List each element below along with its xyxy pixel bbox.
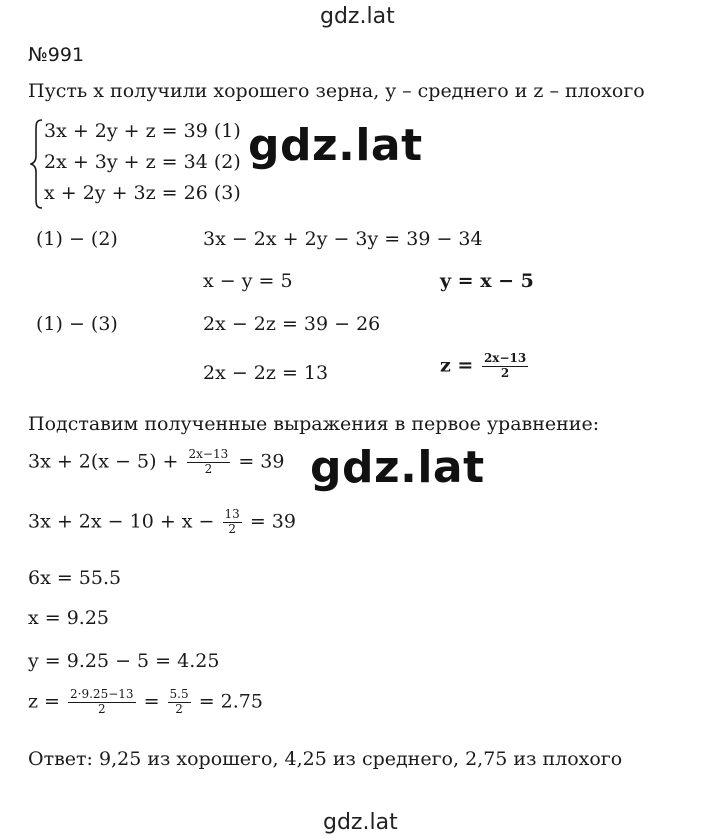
step-6 [28,688,263,717]
step-1-denominator: 2 [204,461,213,476]
op1-line1: 3x − 2x + 2y − 3y = 39 − 34 [203,228,483,250]
answer-text: Ответ: 9,25 из хорошего, 4,25 из среднего, 2,75 из плохого [28,748,623,770]
watermark-bottom: gdz.lat [323,810,398,835]
step-6-numerator-2: 5.5 [169,687,189,701]
watermark-top: gdz.lat [320,4,395,29]
step-3: 6x = 55.5 [28,567,122,589]
system-eq-1-lhs: 3x + 2y + z = 39 [44,120,208,142]
step-6-denominator-2: 2 [175,701,183,716]
step-6-left: z = [28,690,60,713]
step-1-numerator: 2x−13 [188,447,229,461]
step-6-fraction-2 [168,688,191,717]
step-5: y = 9.25 − 5 = 4.25 [28,650,220,672]
step-2-numerator: 13 [224,507,240,521]
system-eq-2 [44,151,241,173]
intro-text: Пусть x получили хорошего зерна, y – среднего и z – плохого [28,80,645,102]
step-1 [28,448,284,477]
system-eq-3-tag: (3) [213,182,241,204]
system-eq-3 [44,182,241,204]
op1-result: y = x − 5 [440,270,534,292]
step-6-numerator-1: 2·9.25−13 [70,687,134,701]
watermark-middle-2: gdz.lat [310,442,485,493]
step-6-denominator-1: 2 [97,701,106,716]
watermark-middle-1: gdz.lat [248,120,423,171]
step-6-equals: = [143,690,160,713]
op2-result [440,352,530,381]
system-eq-3-lhs: x + 2y + 3z = 26 [44,182,208,204]
step-6-fraction-1 [68,688,136,717]
op2-result-numerator: 2x−13 [483,351,527,365]
op2-line1: 2x − 2z = 39 − 26 [203,313,381,335]
op2-result-lhs: z = [440,354,474,377]
curly-brace-icon [30,118,44,210]
step-4: x = 9.25 [28,607,110,629]
step-2 [28,508,296,537]
op1-label: (1) − (2) [36,228,118,250]
system-eq-1 [44,120,241,142]
system-eq-2-tag: (2) [213,151,241,173]
step-2-fraction [223,508,242,537]
step-6-right: = 2.75 [198,690,263,713]
op2-result-fraction [482,352,528,381]
op2-label: (1) − (3) [36,313,118,335]
problem-number: №991 [28,44,85,66]
substitute-text: Подставим полученные выражения в первое уравнение: [28,413,600,435]
op2-result-denominator: 2 [500,365,510,380]
op1-line2: x − y = 5 [203,270,293,292]
step-2-left: 3x + 2x − 10 + x − [28,510,215,533]
system-eq-2-lhs: 2x + 3y + z = 34 [44,151,208,173]
step-2-right: = 39 [249,510,296,533]
op2-line2: 2x − 2z = 13 [203,362,329,384]
system-eq-1-tag: (1) [213,120,241,142]
step-1-right: = 39 [238,450,285,473]
step-1-left: 3x + 2(x − 5) + [28,450,179,473]
step-2-denominator: 2 [228,521,236,536]
step-1-fraction [187,448,231,477]
